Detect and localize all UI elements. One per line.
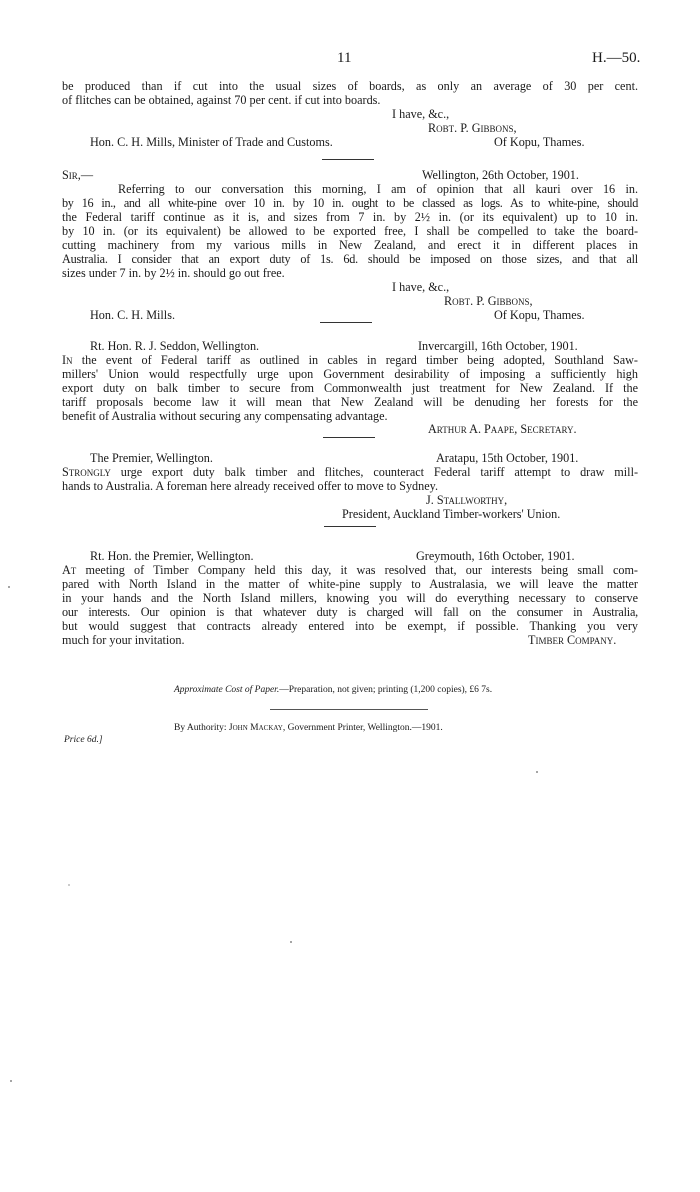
price-note: Price 6d.] [64,735,103,745]
telegram3-body-line-3: in your hands and the North Island millers, knowing you will do everything necessary to conserve [62,591,638,605]
telegram3-dateline: Greymouth, 16th October, 1901. [416,549,575,563]
telegram1-body-line-2: millers' Union would respectfully urge upon Government desirability of imposing a sufficiently high [62,367,638,381]
scan-speck [536,771,538,773]
letter2-dateline: Wellington, 26th October, 1901. [422,168,579,182]
letter1-line-1: be produced than if cut into the usual sizes of boards, as only an average of 30 per cent. [62,79,638,93]
telegram2-body-line-2: hands to Australia. A foreman here already received offer to move to Sydney. [62,479,438,493]
scan-speck [8,586,10,588]
telegram3-recipient: Rt. Hon. the Premier, Wellington. [90,549,254,563]
scan-speck [290,941,292,943]
letter2-body-line-6: Australia. I consider that an export duty of 1s. 6d. should be imposed on those sizes, and that all [62,252,638,266]
letter2-body-line-3: the Federal tariff continue as it is, and sizes from 7 in. by 2½ in. (or its equivalent) up to 10 in. [62,210,638,224]
printer-imprint [174,722,443,736]
telegram3-body-line-6: much for your invitation. [62,633,185,647]
letter2-body-line-4: by 10 in. (or its equivalent) be allowed to be exported free, I shall be compelled to take the board- [62,224,638,238]
letter2-body-line-1: Referring to our conversation this morning, I am of opinion that all kauri over 16 in. [118,182,638,196]
telegram1-body-text: the event of Federal tariff as outlined in cables in regard timber being adopted, Southland Saw- [81,353,638,367]
cost-detail: —Preparation, not given; printing (1,200 copies), £6 7s. [279,685,493,695]
scan-speck [10,1080,12,1082]
letter1-addressee: Hon. C. H. Mills, Minister of Trade and Customs. [90,135,333,149]
telegram2-signatory-title: President, Auckland Timber-workers' Union. [342,507,561,521]
telegram2-body-text: urge export duty balk timber and flitches, counteract Federal tariff attempt to draw mill- [120,465,639,479]
telegram3-body-line-2: pared with North Island in the matter of white-pine supply to Australasia, we will leave the matter [62,577,638,591]
telegram1-signature: Arthur A. Paape, Secretary. [428,422,577,436]
letter1-signature: Robt. P. Gibbons, [428,121,517,135]
telegram1-body-line-5: benefit of Australia without securing any compensating advantage. [62,409,388,423]
footer-divider [270,709,428,710]
scan-speck [68,884,70,886]
telegram3-lead-word: At [62,563,77,577]
letter2-body-line-7: sizes under 7 in. by 2½ in. should go out free. [62,266,285,280]
telegram3-body-line-5: but would suggest that contracts already entered into be exempt, if possible. Thanking you very [62,619,638,633]
letter1-closing: I have, &c., [392,107,450,121]
telegram2-recipient: The Premier, Wellington. [90,451,213,465]
cost-label: Approximate Cost of Paper. [174,685,280,695]
letter2-body-line-5: cutting machinery from my various mills in New Zealand, and erect it in different places in [62,238,638,252]
telegram1-lead-word: In [62,353,73,367]
telegram2-dateline: Aratapu, 15th October, 1901. [436,451,579,465]
telegram1-recipient: Rt. Hon. R. J. Seddon, Wellington. [90,339,260,353]
telegram3-body-line-4: our interests. Our opinion is that whatever duty is charged will fall on the consumer in Australia, [62,605,638,619]
letter1-location: Of Kopu, Thames. [494,135,585,149]
letter1-line-2: of flitches can be obtained, against 70 per cent. if cut into boards. [62,93,381,107]
telegram1-dateline: Invercargill, 16th October, 1901. [418,339,578,353]
authority-detail: Government Printer, Wellington.—1901. [287,723,443,733]
telegram1-body-line-1 [62,354,638,368]
telegram2-body-line-1 [62,466,638,480]
letter2-location: Of Kopu, Thames. [494,308,585,322]
telegram3-body-line-1 [62,564,638,578]
telegram3-signature: Timber Company. [528,633,617,647]
letter2-closing: I have, &c., [392,280,450,294]
telegram1-body-line-3: export duty on balk timber to secure from Commonwealth just treatment for New Zealand. If the [62,381,638,395]
section-divider [323,437,375,438]
letter2-addressee: Hon. C. H. Mills. [90,308,175,322]
section-divider [320,322,372,323]
authority-label: By Authority: [174,723,227,733]
letter2-signature: Robt. P. Gibbons, [444,294,533,308]
telegram2-signature: J. Stallworthy, [426,493,508,507]
letter2-body-line-2: by 16 in., and all white-pine over 10 in. by 10 in. ought to be classed as logs. As to white-pine, should [62,196,638,210]
cost-of-paper-note [174,684,492,698]
section-divider [322,159,374,160]
telegram1-body-line-4: tariff proposals become law it will mean that New Zealand will be denuding her forests for the [62,395,638,409]
section-divider [324,526,376,527]
page-number: 11 [337,50,352,66]
letter2-salutation: Sir,— [62,168,94,182]
document-reference: H.—50. [592,50,641,66]
telegram2-lead-word: Strongly [62,465,111,479]
telegram3-body-text: meeting of Timber Company held this day, it was resolved that, our interests being small com- [85,563,638,577]
printer-name: John Mackay, [228,723,286,733]
